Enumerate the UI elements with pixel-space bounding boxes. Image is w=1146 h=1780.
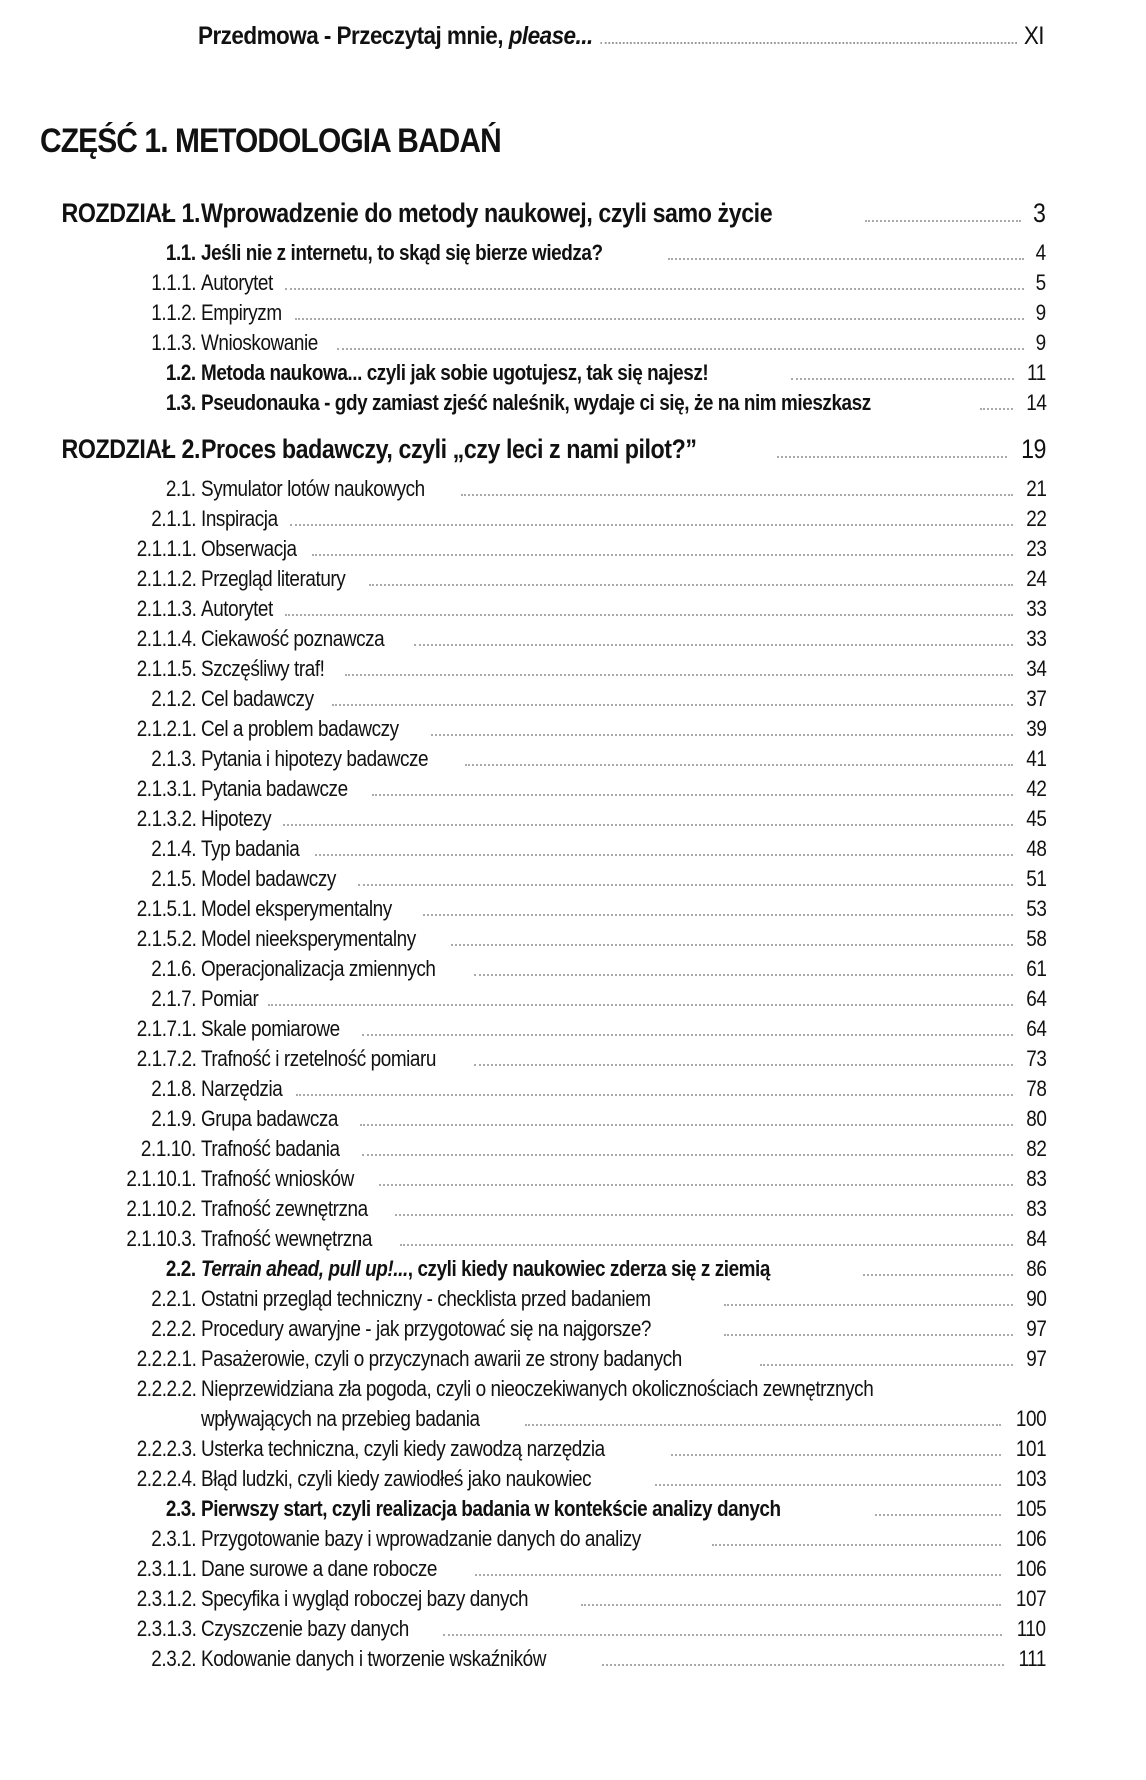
entry-number: 2.1.10.2.	[126, 1196, 196, 1221]
toc-entry-2-2	[0, 1254, 1146, 1284]
page-number: 5	[1035, 270, 1046, 295]
entry-title: Trafność i rzetelność pomiaru	[201, 1046, 436, 1071]
toc-entry	[0, 684, 1146, 714]
page-number: 53	[1025, 896, 1046, 921]
entry-title: Przygotowanie bazy i wprowadzanie danych do analizy	[201, 1526, 641, 1551]
toc-entry	[0, 984, 1146, 1014]
chapter-1-list	[0, 238, 1146, 418]
entry-number: 2.3.2.	[151, 1646, 196, 1671]
entry-number: 2.1.1.4.	[136, 626, 196, 651]
entry-number: 2.2.1.	[151, 1286, 196, 1311]
page-number: 11	[1027, 360, 1046, 385]
toc-entry	[0, 1104, 1146, 1134]
entry-number: 2.1.1.2.	[136, 566, 196, 591]
toc-entry	[0, 504, 1146, 534]
entry-title: Szczęśliwy traf!	[201, 656, 325, 681]
entry-number: 2.1.1.1.	[136, 536, 196, 561]
toc-entry	[0, 1134, 1146, 1164]
toc-entry	[0, 834, 1146, 864]
toc-entry	[0, 1584, 1146, 1614]
page-number: 9	[1035, 300, 1046, 325]
page-number: 83	[1025, 1166, 1046, 1191]
entry-number: 2.2.2.4.	[136, 1466, 196, 1491]
entry-title: Ostatni przegląd techniczny - checklista przed badaniem	[201, 1286, 651, 1311]
entry-title-line1: Nieprzewidziana zła pogoda, czyli o nieoczekiwanych okolicznościach zewnętrznych	[201, 1376, 874, 1401]
page-number: 4	[1035, 240, 1046, 265]
page-number: 37	[1025, 686, 1046, 711]
page-number: 106	[1015, 1526, 1046, 1551]
dot-leader	[337, 348, 1024, 350]
toc-entry	[0, 1044, 1146, 1074]
entry-number: 2.1.5.	[151, 866, 196, 891]
page-number: 90	[1025, 1286, 1046, 1311]
dot-leader	[671, 1454, 1001, 1456]
page-number: 86	[1025, 1256, 1046, 1281]
entry-title: Operacjonalizacja zmiennych	[201, 956, 436, 981]
toc-entry	[0, 714, 1146, 744]
entry-number: 1.2.	[166, 360, 196, 385]
preface-page: XI	[1023, 22, 1044, 50]
entry-number: 2.1.7.2.	[136, 1046, 196, 1071]
entry-title: Hipotezy	[201, 806, 272, 831]
page-number: 84	[1025, 1226, 1046, 1251]
toc-entry	[0, 534, 1146, 564]
entry-title: Trafność wniosków	[201, 1166, 354, 1191]
page-number: 97	[1025, 1346, 1046, 1371]
entry-title: Przegląd literatury	[201, 566, 346, 591]
entry-number: 2.1.7.1.	[136, 1016, 196, 1041]
entry-number: 2.1.2.1.	[136, 716, 196, 741]
toc-entry	[0, 388, 1146, 418]
entry-number: 2.1.5.1.	[136, 896, 196, 921]
toc-entry	[0, 654, 1146, 684]
page-number: 22	[1025, 506, 1046, 531]
dot-leader	[600, 42, 1017, 44]
table-of-contents	[0, 196, 1146, 1674]
entry-number: 2.1.5.2.	[136, 926, 196, 951]
entry-title: Specyfika i wygląd roboczej bazy danych	[201, 1586, 529, 1611]
page-number: 39	[1025, 716, 1046, 741]
page-number: 103	[1015, 1466, 1046, 1491]
entry-title: Dane surowe a dane robocze	[201, 1556, 438, 1581]
entry-title: Pytania i hipotezy badawcze	[201, 746, 429, 771]
entry-number: 2.1.10.3.	[126, 1226, 196, 1251]
dot-leader	[431, 734, 1013, 736]
entry-number: 2.1.1.	[151, 506, 196, 531]
page-number: 51	[1025, 866, 1046, 891]
entry-title: Pseudonauka - gdy zamiast zjeść naleśnik, wydaje ci się, że na nim mieszkasz	[201, 390, 871, 415]
entry-title: Typ badania	[201, 836, 300, 861]
entry-title: Pomiar	[201, 986, 259, 1011]
toc-entry-2-3	[0, 1494, 1146, 1524]
section-2-2-list-continued	[0, 1434, 1146, 1494]
entry-title: Model badawczy	[201, 866, 336, 891]
toc-entry	[0, 744, 1146, 774]
toc-entry	[0, 864, 1146, 894]
entry-number: 2.3.1.2.	[136, 1586, 196, 1611]
toc-entry	[0, 1074, 1146, 1104]
page-number: 23	[1025, 536, 1046, 561]
dot-leader	[414, 644, 1012, 646]
entry-number: 1.1.	[166, 240, 196, 265]
dot-leader	[312, 554, 1012, 556]
entry-number: 2.1.3.	[151, 746, 196, 771]
entry-title: Wnioskowanie	[201, 330, 318, 355]
page-number: 80	[1025, 1106, 1046, 1131]
entry-number: 2.2.2.3.	[136, 1436, 196, 1461]
dot-leader	[379, 1184, 1013, 1186]
entry-number: 2.1.4.	[151, 836, 196, 861]
page-number: 24	[1025, 566, 1046, 591]
entry-number: 2.3.	[166, 1496, 196, 1521]
entry-number: 1.1.2.	[151, 300, 196, 325]
preface-entry	[198, 22, 1044, 51]
dot-leader	[315, 854, 1012, 856]
dot-leader	[423, 914, 1013, 916]
dot-leader	[474, 974, 1013, 976]
dot-leader	[296, 1094, 1013, 1096]
toc-entry	[0, 624, 1146, 654]
entry-number: 2.2.	[166, 1256, 196, 1281]
entry-number: 2.1.10.1.	[126, 1166, 196, 1191]
toc-entry	[0, 1314, 1146, 1344]
dot-leader	[865, 220, 1021, 222]
entry-title: Usterka techniczna, czyli kiedy zawodzą narzędzia	[201, 1436, 605, 1461]
entry-number: 2.1.1.5.	[136, 656, 196, 681]
toc-entry	[0, 474, 1146, 504]
page-number: 42	[1025, 776, 1046, 801]
chapter-number: ROZDZIAŁ 2.	[61, 434, 200, 464]
dot-leader	[295, 318, 1024, 320]
entry-number: 2.1.10.	[141, 1136, 196, 1161]
toc-entry	[0, 238, 1146, 268]
dot-leader	[724, 1304, 1013, 1306]
entry-title: Trafność badania	[201, 1136, 340, 1161]
entry-title: Trafność zewnętrzna	[201, 1196, 368, 1221]
entry-title: Skale pomiarowe	[201, 1016, 340, 1041]
page-number: 100	[1015, 1406, 1046, 1431]
toc-entry	[0, 1284, 1146, 1314]
page-number: 3	[1033, 198, 1046, 228]
entry-title: Model nieeksperymentalny	[201, 926, 416, 951]
entry-number: 2.2.2.2.	[136, 1376, 196, 1401]
toc-entry	[0, 328, 1146, 358]
dot-leader	[369, 584, 1013, 586]
entry-title: Narzędzia	[201, 1076, 283, 1101]
entry-number: 2.1.3.2.	[136, 806, 196, 831]
part-title: CZĘŚĆ 1. METODOLOGIA BADAŃ	[40, 122, 501, 160]
dot-leader	[358, 884, 1013, 886]
toc-entry	[0, 954, 1146, 984]
entry-title-line2: wpływających na przebieg badania	[201, 1406, 480, 1431]
dot-leader	[345, 674, 1013, 676]
toc-entry	[0, 298, 1146, 328]
page-number: 61	[1025, 956, 1046, 981]
entry-number: 2.3.1.3.	[136, 1616, 196, 1641]
entry-title: Autorytet	[201, 270, 273, 295]
dot-leader	[268, 1004, 1013, 1006]
dot-leader	[581, 1604, 1000, 1606]
page-number: 64	[1025, 1016, 1046, 1041]
page-number: 58	[1025, 926, 1046, 951]
entry-title: Symulator lotów naukowych	[201, 476, 425, 501]
toc-entry	[0, 564, 1146, 594]
dot-leader	[474, 1064, 1012, 1066]
page-number: 101	[1015, 1436, 1046, 1461]
toc-entry	[0, 1614, 1146, 1644]
page-number: 78	[1025, 1076, 1046, 1101]
dot-leader	[395, 1214, 1013, 1216]
entry-title: Autorytet	[201, 596, 273, 621]
dot-leader	[285, 288, 1025, 290]
toc-entry	[0, 268, 1146, 298]
toc-entry	[0, 1554, 1146, 1584]
dot-leader	[332, 704, 1013, 706]
entry-title: Pytania badawcze	[201, 776, 348, 801]
entry-number: 1.1.3.	[151, 330, 196, 355]
dot-leader	[400, 1244, 1013, 1246]
entry-title: Model eksperymentalny	[201, 896, 392, 921]
dot-leader	[290, 524, 1012, 526]
toc-entry-2-2-2-2	[0, 1374, 1146, 1434]
entry-title: Kodowanie danych i tworzenie wskaźników	[201, 1646, 547, 1671]
toc-entry	[0, 1464, 1146, 1494]
entry-number: 2.1.2.	[151, 686, 196, 711]
dot-leader	[863, 1274, 1013, 1276]
toc-entry	[0, 1344, 1146, 1374]
page-number: 33	[1025, 626, 1046, 651]
entry-title: Ciekawość poznawcza	[201, 626, 385, 651]
page-number: 82	[1025, 1136, 1046, 1161]
entry-title: Cel a problem badawczy	[201, 716, 399, 741]
dot-leader	[724, 1334, 1012, 1336]
entry-number: 2.2.2.	[151, 1316, 196, 1341]
dot-leader	[475, 1574, 1000, 1576]
page-number: 48	[1025, 836, 1046, 861]
toc-entry	[0, 1014, 1146, 1044]
entry-number: 2.1.	[166, 476, 196, 501]
page-number: 73	[1025, 1046, 1046, 1071]
entry-title: Pasażerowie, czyli o przyczynach awarii ze strony badanych	[201, 1346, 682, 1371]
entry-title: Terrain ahead, pull up!..., czyli kiedy naukowiec zderza się z ziemią	[201, 1256, 770, 1281]
dot-leader	[461, 494, 1012, 496]
entry-number: 2.3.1.1.	[136, 1556, 196, 1581]
entry-title: Procedury awaryjne - jak przygotować się na najgorsze?	[201, 1316, 652, 1341]
entry-number: 1.3.	[166, 390, 196, 415]
toc-entry	[0, 594, 1146, 624]
page-number: 41	[1025, 746, 1046, 771]
dot-leader	[372, 794, 1013, 796]
dot-leader	[465, 764, 1012, 766]
entry-number: 2.3.1.	[151, 1526, 196, 1551]
entry-title: Błąd ludzki, czyli kiedy zawiodłeś jako naukowiec	[201, 1466, 592, 1491]
chapter-2-entry	[0, 432, 1146, 466]
page-number: 33	[1025, 596, 1046, 621]
entry-number: 2.1.7.	[151, 986, 196, 1011]
page-number: 106	[1015, 1556, 1046, 1581]
entry-number: 2.1.1.3.	[136, 596, 196, 621]
chapter-2-list	[0, 474, 1146, 1254]
entry-number: 1.1.1.	[151, 270, 196, 295]
entry-number: 2.1.6.	[151, 956, 196, 981]
dot-leader	[668, 258, 1024, 260]
page-number: 9	[1035, 330, 1046, 355]
dot-leader	[443, 1634, 1003, 1636]
page-number: 34	[1025, 656, 1046, 681]
page-number: 107	[1015, 1586, 1046, 1611]
toc-entry	[0, 894, 1146, 924]
preface-title: Przedmowa - Przeczytaj mnie, please...	[198, 22, 593, 50]
section-2-3-list	[0, 1524, 1146, 1674]
toc-entry	[0, 774, 1146, 804]
dot-leader	[360, 1124, 1012, 1126]
entry-title: Cel badawczy	[201, 686, 314, 711]
toc-entry	[0, 1194, 1146, 1224]
entry-number: 2.1.3.1.	[136, 776, 196, 801]
dot-leader	[283, 824, 1013, 826]
page-number: 111	[1018, 1646, 1046, 1671]
entry-title: Trafność wewnętrzna	[201, 1226, 372, 1251]
page-number: 14	[1025, 390, 1046, 415]
dot-leader	[875, 1514, 1001, 1516]
dot-leader	[362, 1034, 1012, 1036]
chapter-title: Proces badawczy, czyli „czy leci z nami pilot?”	[201, 434, 697, 464]
dot-leader	[451, 944, 1013, 946]
entry-title: Obserwacja	[201, 536, 297, 561]
dot-leader	[777, 456, 1007, 458]
toc-entry	[0, 924, 1146, 954]
page-number: 105	[1015, 1496, 1046, 1521]
page-number: 19	[1021, 434, 1046, 464]
toc-entry	[0, 358, 1146, 388]
dot-leader	[285, 614, 1013, 616]
dot-leader	[655, 1484, 1001, 1486]
dot-leader	[362, 1154, 1012, 1156]
entry-title: Grupa badawcza	[201, 1106, 339, 1131]
entry-title: Metoda naukowa... czyli jak sobie ugotujesz, tak się najesz!	[201, 360, 709, 385]
entry-title: Empiryzm	[201, 300, 282, 325]
page-number: 83	[1025, 1196, 1046, 1221]
entry-title: Inspiracja	[201, 506, 278, 531]
chapter-number: ROZDZIAŁ 1.	[61, 198, 200, 228]
toc-entry	[0, 1224, 1146, 1254]
entry-title: Czyszczenie bazy danych	[201, 1616, 409, 1641]
dot-leader	[602, 1664, 1004, 1666]
dot-leader	[760, 1364, 1012, 1366]
entry-number: 2.1.9.	[151, 1106, 196, 1131]
chapter-title: Wprowadzenie do metody naukowej, czyli samo życie	[201, 198, 773, 228]
page-number: 110	[1017, 1616, 1046, 1641]
toc-entry	[0, 1434, 1146, 1464]
dot-leader	[791, 378, 1014, 380]
toc-entry	[0, 1524, 1146, 1554]
page-number: 21	[1025, 476, 1046, 501]
entry-title: Pierwszy start, czyli realizacja badania w kontekście analizy danych	[201, 1496, 781, 1521]
dot-leader	[525, 1424, 1001, 1426]
toc-entry	[0, 804, 1146, 834]
page-number: 64	[1025, 986, 1046, 1011]
section-2-2-list	[0, 1284, 1146, 1374]
entry-title: Jeśli nie z internetu, to skąd się bierze wiedza?	[201, 240, 603, 265]
chapter-1-entry	[0, 196, 1146, 230]
page-number: 45	[1025, 806, 1046, 831]
entry-number: 2.1.8.	[151, 1076, 196, 1101]
page-number: 97	[1025, 1316, 1046, 1341]
toc-entry	[0, 1164, 1146, 1194]
dot-leader	[980, 408, 1013, 410]
dot-leader	[712, 1544, 1000, 1546]
toc-entry	[0, 1644, 1146, 1674]
entry-number: 2.2.2.1.	[136, 1346, 196, 1371]
